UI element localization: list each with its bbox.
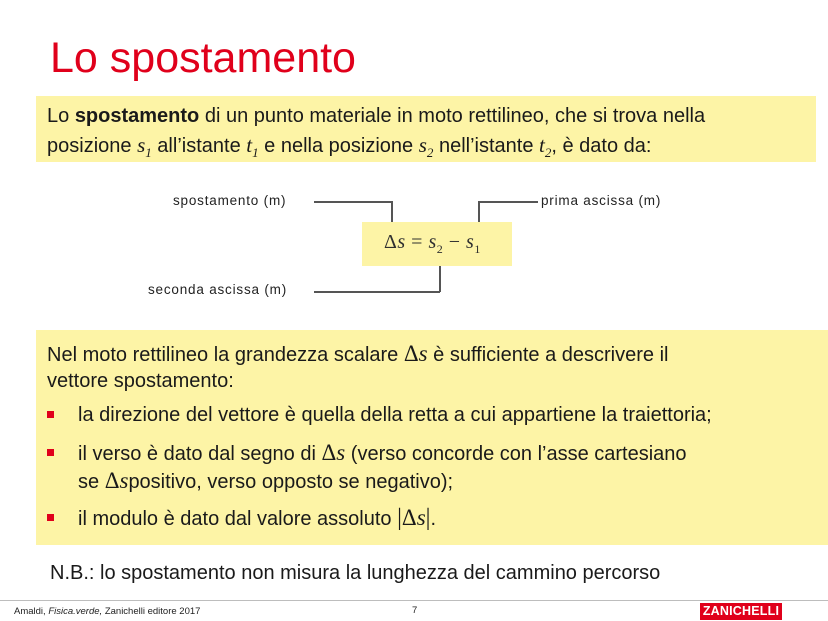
definition-line-1 xyxy=(47,105,705,128)
zanichelli-logo: ZANICHELLI xyxy=(700,603,782,620)
leader-line xyxy=(314,201,392,203)
displacement-equation: $\Delta s = s_2 - s_1$ xyxy=(384,231,481,256)
bullet-verso-line-2: se Δspositivo, verso opposto se negativo); xyxy=(78,468,454,493)
text: , è dato da: xyxy=(551,135,652,157)
footer-credit: Amaldi, Fisica.verde, Zanichelli editore 2017 xyxy=(14,606,201,617)
leader-line xyxy=(478,201,538,203)
bullet-modulo: il modulo è dato dal valore assoluto |Δs|. xyxy=(78,505,437,531)
paragraph-line-2: vettore spostamento: xyxy=(47,370,234,392)
delta-s-symbol: Δs xyxy=(104,468,129,493)
keyword-spostamento: spostamento xyxy=(74,105,200,127)
definition-box xyxy=(36,96,816,162)
text: all’istante xyxy=(151,135,247,157)
label-spostamento: spostamento (m) xyxy=(173,193,287,208)
slide-title: Lo spostamento xyxy=(50,34,356,82)
leader-line xyxy=(391,201,393,222)
symbol-t1: $t_1$ xyxy=(246,133,259,161)
leader-line xyxy=(439,266,441,292)
label-seconda-ascissa: seconda ascissa (m) xyxy=(148,282,287,297)
equation-box xyxy=(362,222,512,266)
text: di un punto materiale in moto rettilineo, che si trova nella xyxy=(199,105,706,127)
text: e nella posizione xyxy=(258,135,419,157)
symbol-s2: $s_2$ xyxy=(418,133,434,161)
label-prima-ascissa: prima ascissa (m) xyxy=(541,193,662,208)
footer-divider xyxy=(0,600,828,601)
leader-line xyxy=(478,201,480,222)
note-nb: N.B.: lo spostamento non misura la lunghezza del cammino percorso xyxy=(50,562,661,584)
bullet-verso-line-1: il verso è dato dal segno di Δs (verso concorde con l’asse cartesiano xyxy=(78,440,687,465)
description-box xyxy=(36,330,828,545)
symbol-s1: $s_1$ xyxy=(137,133,152,161)
bullet-direction: la direzione del vettore è quella della retta a cui appartiene la traiettoria; xyxy=(78,404,712,426)
paragraph-line-1: Nel moto rettilineo la grandezza scalare Δs è sufficiente a descrivere il xyxy=(47,341,669,366)
symbol-t2: $t_2$ xyxy=(539,133,552,161)
text: nell’istante xyxy=(433,135,540,157)
absolute-value-delta-s: |Δs| xyxy=(397,505,431,531)
bullet-square-icon xyxy=(47,449,54,456)
delta-s-symbol: Δs xyxy=(403,341,428,366)
leader-line xyxy=(314,291,440,293)
text: posizione xyxy=(47,135,138,157)
definition-line-2 xyxy=(47,133,651,161)
bullet-square-icon xyxy=(47,411,54,418)
bullet-square-icon xyxy=(47,514,54,521)
delta-s-symbol: Δs xyxy=(321,440,346,465)
text: Lo xyxy=(47,105,75,127)
page-number: 7 xyxy=(412,605,418,616)
